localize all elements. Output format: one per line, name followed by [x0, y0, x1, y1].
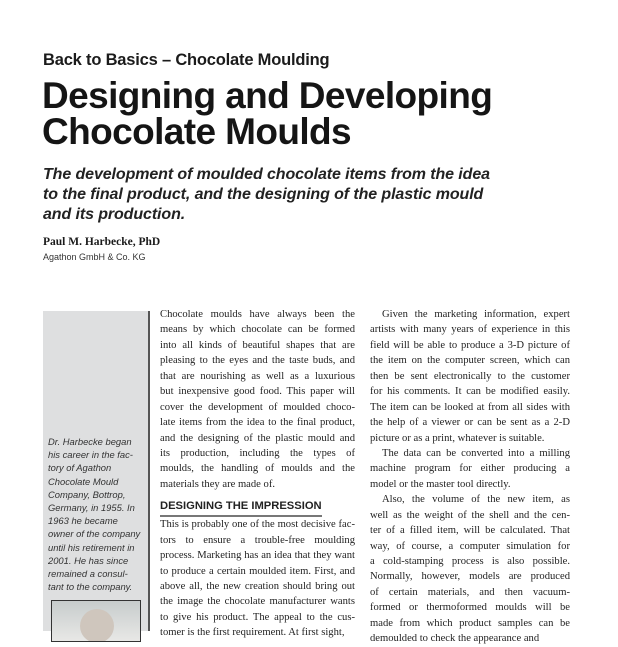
text-line: ter of a filled item, will be calculated. That: [370, 525, 570, 537]
bio-line: Chocolate Mould: [48, 475, 119, 487]
bio-line: owner of the company: [48, 528, 141, 540]
text-line: then be sent electronically to the customer: [370, 370, 570, 382]
text-line: artists with many years of experience in this: [370, 324, 570, 336]
text-line: the help of a viewer or can be sent as a 2-D: [370, 417, 570, 429]
text-line: machine program for either producing a: [370, 463, 570, 475]
bio-line: 1963 he became: [48, 515, 118, 527]
text-line: process. Marketing has an idea that they want: [160, 550, 355, 562]
text-line: for his comments. It can be modified easily.: [370, 386, 570, 398]
text-line: late items from the idea to the final product,: [160, 417, 355, 429]
text-line: the item on the computer screen, which can: [370, 355, 570, 367]
bio-line: his career in the fac-: [48, 449, 133, 461]
text-column-1: [160, 307, 355, 641]
bio-line: until his retirement in: [48, 541, 135, 553]
text-line: picture or as a print, whatever is suitable.: [370, 432, 545, 444]
author-bio: [48, 435, 148, 593]
text-line: into all kinds of beautiful shapes that are: [160, 339, 355, 351]
text-line: made from which product samples can be: [370, 617, 570, 629]
text-line: pleasing to the eyes and the taste buds, and: [160, 355, 355, 367]
text-line: way, of course, a computer simulation for: [370, 540, 570, 552]
author-bio-sidebar: [43, 311, 150, 631]
subtitle-line: to the final product, and the designing of the plastic mould: [43, 186, 484, 203]
text-line: cover the development of moulded choco-: [160, 401, 355, 413]
bio-line: 2001. He has since: [48, 554, 129, 566]
text-line: model or the master tool directly.: [370, 478, 511, 490]
text-line: the image the chocolate manufacturer wants: [160, 596, 355, 608]
author-photo: [51, 600, 141, 642]
bio-line: Company, Bottrop,: [48, 488, 126, 500]
text-line: Also, the volume of the new item, as: [382, 494, 570, 506]
text-line: of certain materials, and then vacuum-: [370, 586, 570, 598]
bio-line: Germany, in 1955. In: [48, 502, 135, 514]
bio-line: tory of Agathon: [48, 462, 112, 474]
subtitle-line: and its production.: [43, 206, 186, 223]
text-line: well as the weight of the shell and the cen-: [370, 509, 570, 521]
subtitle-line: The development of moulded chocolate items from the idea: [43, 166, 490, 183]
text-line: Normally, however, models are produced: [370, 571, 570, 583]
text-line: and the designing of the plastic mould and: [160, 432, 355, 444]
text-line: Chocolate moulds have always been the: [160, 309, 355, 320]
author-name: Paul M. Harbecke, PhD: [43, 236, 161, 248]
text-line: formed or thermoformed moulds will be: [370, 602, 570, 614]
text-line: This is probably one of the most decisive fac-: [160, 519, 355, 531]
text-line: to give his product. The appeal to the cus-: [160, 611, 355, 623]
text-line: tomer is the first requirement. At first sight,: [160, 627, 345, 639]
text-line: moulds, the handling of moulds and the: [160, 463, 355, 475]
text-line: field will be able to produce a 3-D picture of: [370, 339, 570, 351]
text-line: tors to ensure a trouble-free moulding: [160, 534, 355, 546]
text-column-2: [370, 307, 570, 647]
text-line: demoulded to check the appearance and: [370, 633, 540, 645]
section-heading: DESIGNING THE IMPRESSION: [160, 500, 322, 517]
text-line: but inexpensive good food. This paper will: [160, 386, 355, 398]
text-line: that are nourishing as well as a luxurious: [160, 370, 355, 382]
bio-line: remained a consul-: [48, 568, 128, 580]
text-line: means by which chocolate can be formed: [160, 324, 355, 336]
article-subtitle: [43, 165, 490, 225]
text-line: materials they are made of.: [160, 478, 276, 490]
text-line: The item can be looked at from all sides with: [370, 401, 570, 413]
text-line: Given the marketing information, expert: [382, 309, 570, 320]
author-affiliation: Agathon GmbH & Co. KG: [43, 252, 146, 262]
bio-line: Dr. Harbecke began: [48, 436, 132, 447]
text-line: a cold-stamping process is also possible.: [370, 556, 570, 567]
title-line: Chocolate Moulds: [42, 111, 352, 152]
title-line: Designing and Developing: [42, 75, 493, 116]
text-line: above all, the new creation should bring out: [160, 581, 355, 592]
text-line: to produce a certain moulded item. First, and: [160, 565, 355, 577]
text-line: The data can be converted into a milling: [382, 447, 570, 459]
section-kicker: Back to Basics – Chocolate Moulding: [43, 51, 330, 69]
bio-line: tant to the company.: [48, 581, 133, 593]
text-line: its production, including the types of: [160, 447, 355, 459]
article-title: [42, 75, 493, 152]
